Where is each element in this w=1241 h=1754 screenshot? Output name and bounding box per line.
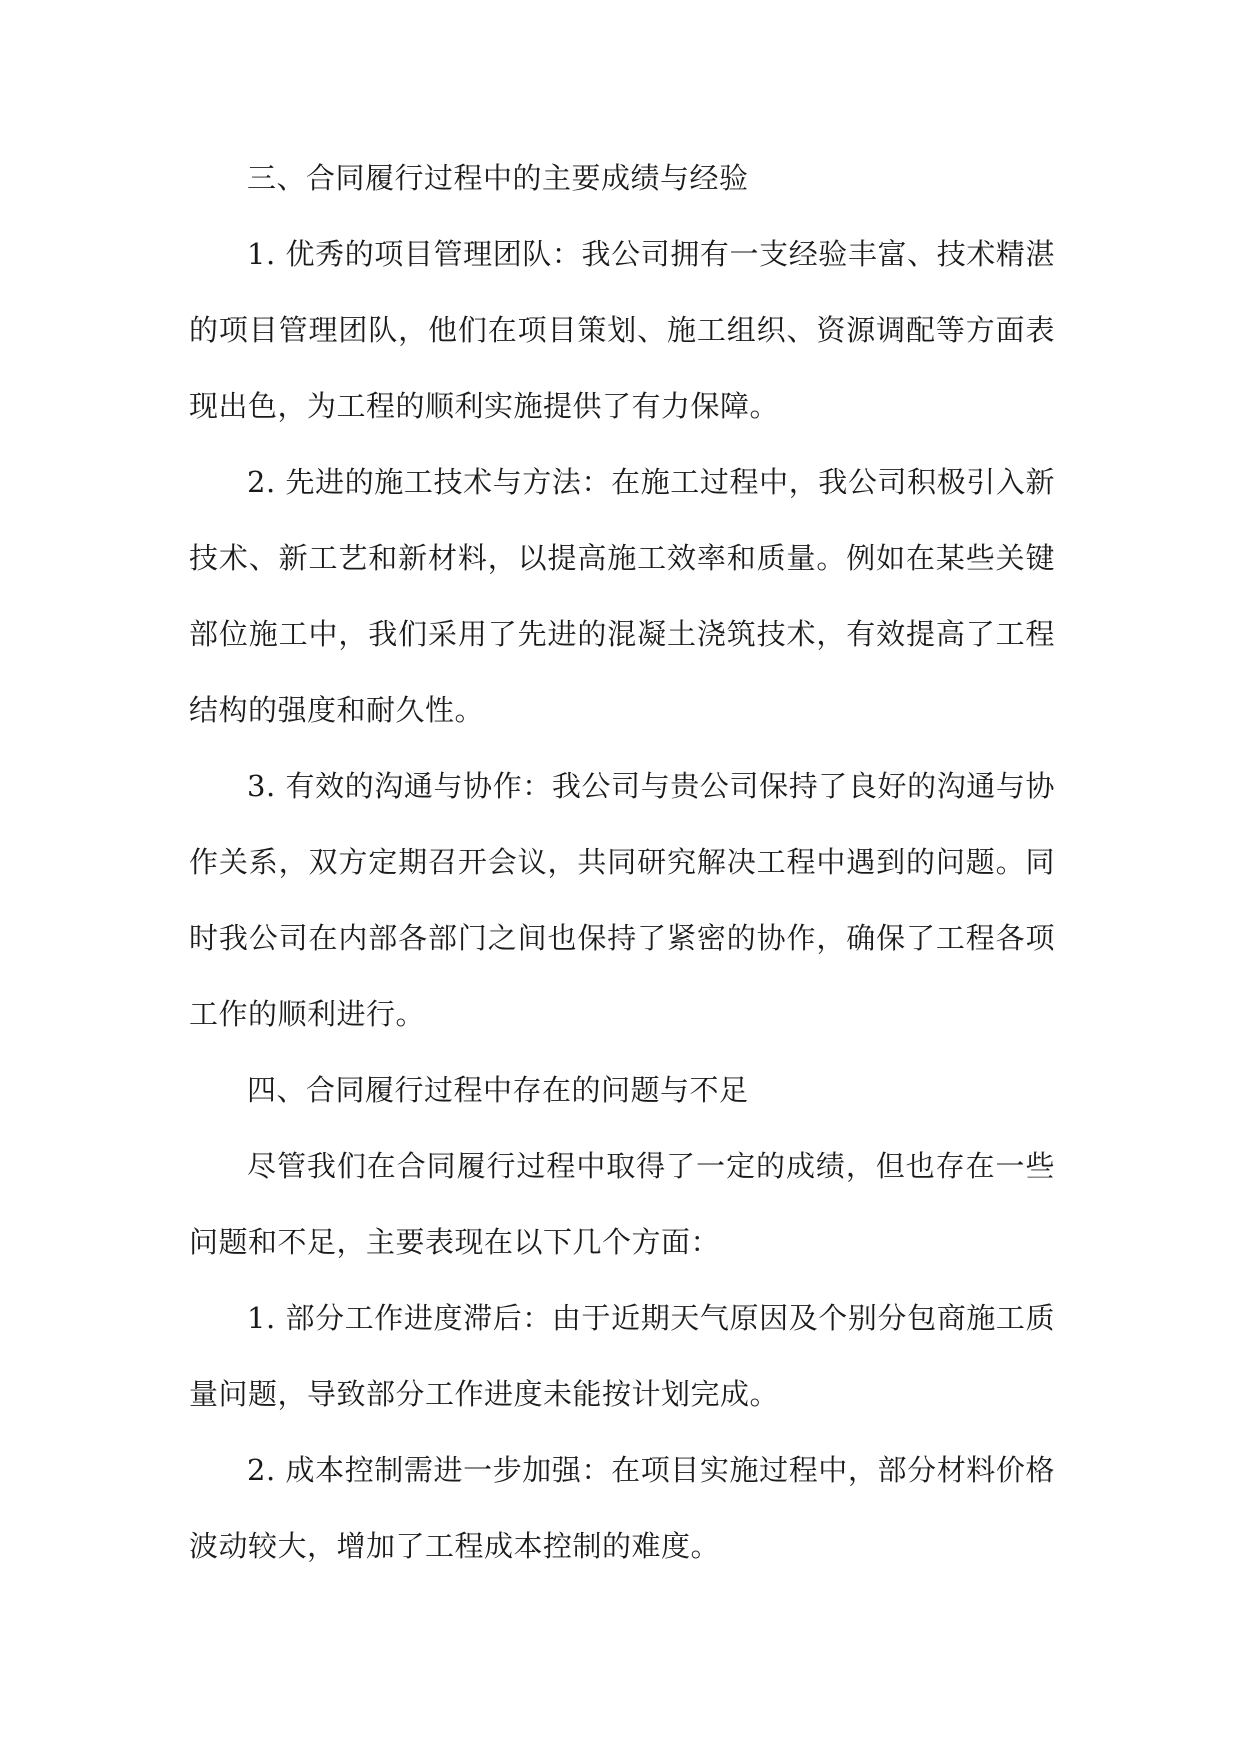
paragraph-construction-technology: 2. 先进的施工技术与方法：在施工过程中，我公司积极引入新技术、新工艺和新材料，以提高施工效率和质量。例如在某些关键部位施工中，我们采用了先进的混凝土浇筑技术，有效提高了工程结构的强度和耐久性。 bbox=[189, 465, 1055, 727]
document-body bbox=[189, 140, 1055, 1584]
paragraph-problems-intro: 尽管我们在合同履行过程中取得了一定的成绩，但也存在一些问题和不足，主要表现在以下几个方面： bbox=[189, 1149, 1055, 1259]
section-heading-achievements: 三、合同履行过程中的主要成绩与经验 bbox=[247, 161, 749, 195]
paragraph-cost-control: 2. 成本控制需进一步加强：在项目实施过程中，部分材料价格波动较大，增加了工程成本控制的难度。 bbox=[189, 1453, 1055, 1563]
section-heading-problems: 四、合同履行过程中存在的问题与不足 bbox=[247, 1073, 749, 1107]
paragraph-project-team: 1. 优秀的项目管理团队：我公司拥有一支经验丰富、技术精湛的项目管理团队，他们在项目策划、施工组织、资源调配等方面表现出色，为工程的顺利实施提供了有力保障。 bbox=[189, 237, 1055, 423]
paragraph-communication-cooperation: 3. 有效的沟通与协作：我公司与贵公司保持了良好的沟通与协作关系，双方定期召开会议，共同研究解决工程中遇到的问题。同时我公司在内部各部门之间也保持了紧密的协作，确保了工程各项工作的顺利进行。 bbox=[189, 769, 1055, 1031]
paragraph-schedule-delay: 1. 部分工作进度滞后：由于近期天气原因及个别分包商施工质量问题，导致部分工作进度未能按计划完成。 bbox=[189, 1301, 1055, 1411]
